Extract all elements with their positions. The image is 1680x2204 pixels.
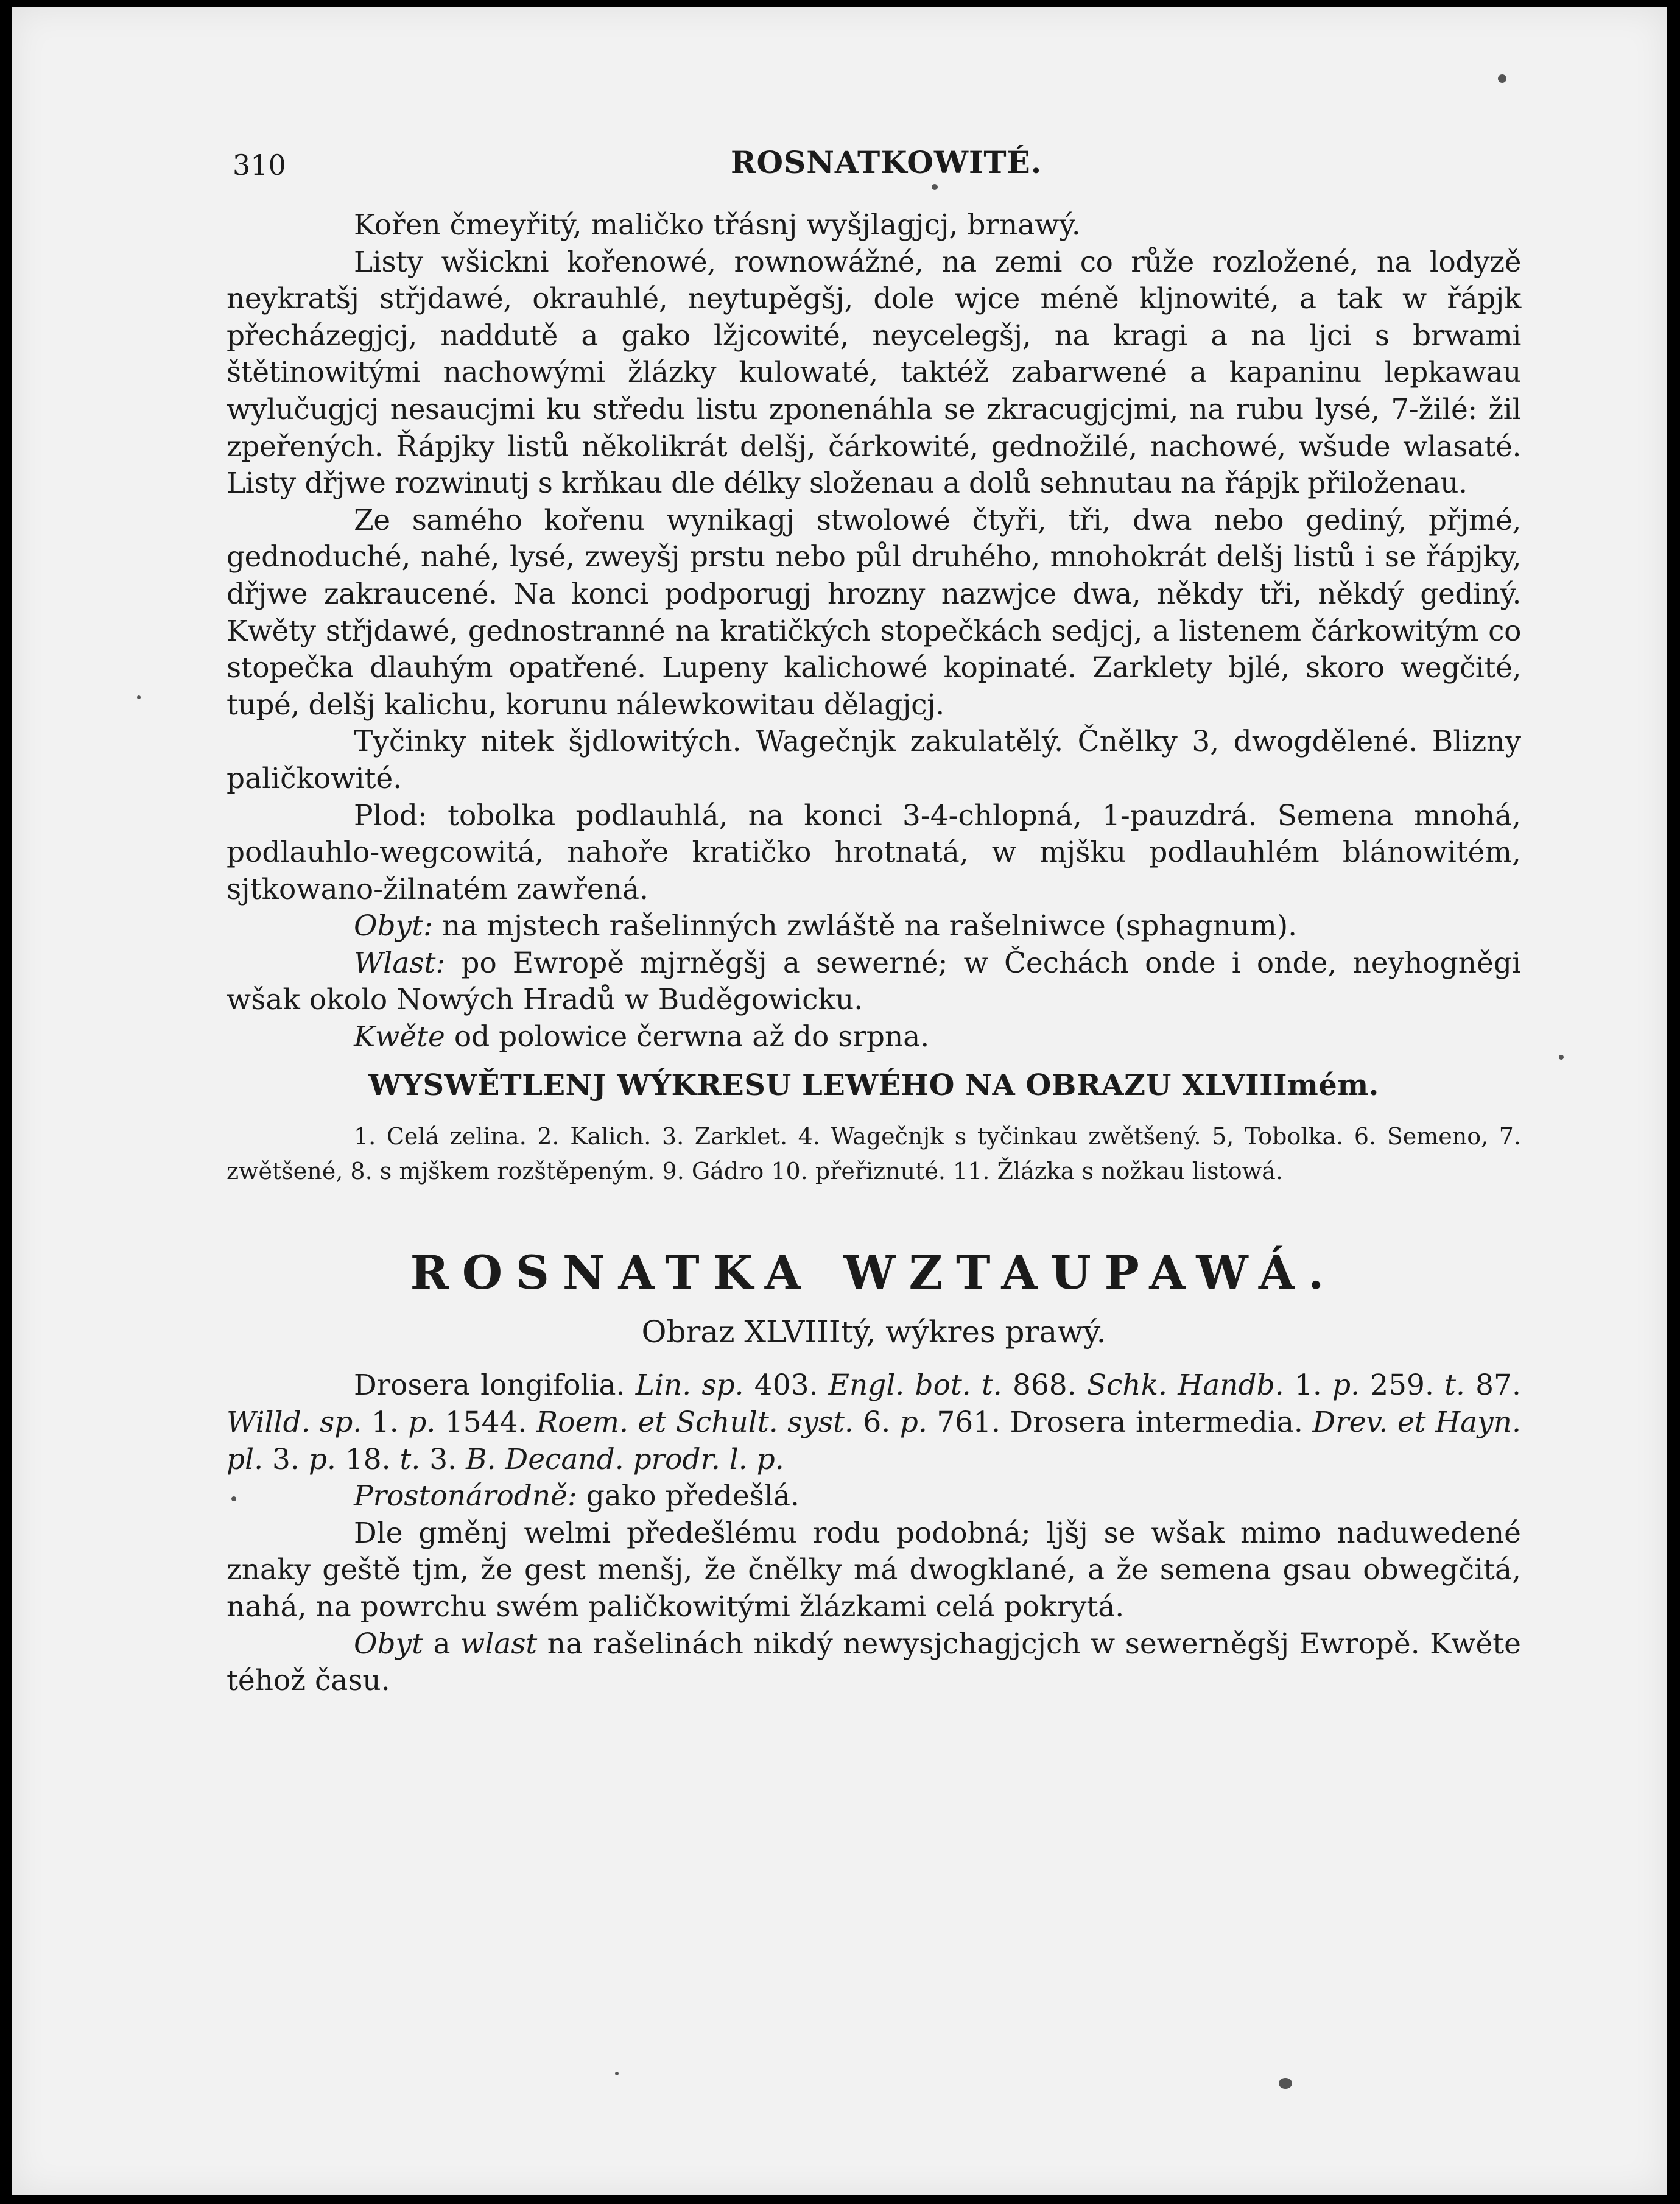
print-speck [1559, 1055, 1564, 1060]
print-speck [1498, 74, 1506, 83]
citation: Decand. prodr. l. p. [505, 1442, 784, 1476]
citation: 87. [1475, 1368, 1521, 1403]
citation: p. [308, 1442, 336, 1476]
citation: 868. [1013, 1368, 1077, 1403]
citation: t. [1444, 1368, 1465, 1403]
citation: 1. [1294, 1368, 1322, 1403]
paragraph-flowering [227, 1019, 1521, 1056]
habitat-label-2: Obyt [354, 1627, 424, 1661]
citation: 6. [863, 1406, 891, 1440]
paragraph-root: Kořen čmeyřitý, maličko třásnj wyšjlagjcj, brnawý. [354, 208, 1081, 242]
running-title: ROSNATKOWITÉ. [731, 144, 1042, 180]
distribution-text: po Ewropě mjrněgšj a sewerné; w Čechách onde i onde, neyhogněgi wšak okolo Nowých Hradů w Buděgowicku. [227, 946, 1521, 1017]
citation: p. [408, 1406, 436, 1440]
paragraph-stamens: Tyčinky nitek šjdlowitých. Wagečnjk zakulatělý. Čnělky 3, dwogdělené. Blizny paličkowité. [227, 725, 1521, 795]
distribution-label-2: wlast [460, 1627, 538, 1661]
print-speck [932, 184, 938, 190]
plate-reference: Obraz XLVIIItý, wýkres prawý. [641, 1314, 1106, 1350]
citation: Schk. Handb. [1086, 1368, 1284, 1403]
citation: p. [899, 1406, 927, 1440]
habitat-text-2: na rašelinách nikdý newysjchagjcjch w sewerněgšj Ewropě. Kwěte téhož času. [227, 1627, 1521, 1698]
print-speck [615, 2072, 619, 2075]
citation: 761. [937, 1406, 1000, 1440]
synonym-name: Drosera longifolia. [354, 1368, 625, 1403]
print-speck [231, 1496, 236, 1501]
paragraph-description: Dle gměnj welmi předešlému rodu podobná; ljšj se wšak mimo naduwedené znaky geště tjm, že gest menšj, že čnělky má dwogklané, a že semena gsau obwegčitá, nahá, na powrchu swém paličkowitými žlázkami celá pokrytá. [227, 1516, 1521, 1624]
figure-explanation-heading: WYSWĚTLENJ WÝKRESU LEWÉHO NA OBRAZU XLVIIImém. [368, 1068, 1379, 1102]
vernacular-text: gako předešlá. [586, 1479, 800, 1513]
paragraph-habitat-2 [227, 1626, 1521, 1700]
citation: B. [466, 1442, 496, 1476]
page-number: 310 [233, 149, 286, 181]
habitat-conj: a [433, 1627, 451, 1661]
paragraph-fruit: Plod: tobolka podlauhlá, na konci 3-4-chlopná, 1-pauzdrá. Semena mnohá, podlauhlo-wegcowitá, nahoře kratičko hrotnatá, w mjšku podlauhlém blánowitém, sjtkowano-žilnatém zawřená. [227, 798, 1521, 906]
print-speck [137, 695, 141, 699]
citation: 18. [345, 1442, 391, 1476]
citation: 259. [1370, 1368, 1434, 1403]
flowering-text: od polowice čerwna až do srpna. [454, 1020, 930, 1054]
figure-list: 1. Celá zelina. 2. Kalich. 3. Zarklet. 4. Wagečnjk s tyčinkau zwětšený. 5, Tobolka. 6. Semeno, 7. zwětšené, 8. s mjškem rozštěpeným. 9. Gádro 10. přeřiznuté. 11. Žlázka s nožkau listowá. [227, 1123, 1521, 1185]
paragraph-synonyms [227, 1367, 1521, 1478]
paragraph-leaves: Listy wšickni kořenowé, rownowážné, na zemi co růže rozložené, na lodyzě neykratšj střjdawé, okrauhlé, neytupěgšj, dole wjce méně kljnowité, a tak w řápjk přecházegjcj, naddutě a gako lžjcowité, neycelegšj, na kragi a na ljci s brwami štětinowitými nachowými žlázky kulowaté, taktéž zabarwené a kapaninu lepkawau wylučugjcj nesaucjmi ku středu listu zponenáhla se zkracugjcjmi, na rubu lysé, 7-žilé: žil zpeřených. Řápjky listů několikrát delšj, čárkowité, gednožilé, nachowé, wšude wlasaté. Listy dřjwe rozwinutj s krňkau dle délky složenau a dolů sehnutau na řápjk přiloženau. [227, 245, 1521, 501]
paragraph-vernacular [227, 1478, 1521, 1515]
synonym-name: Drosera intermedia. [1010, 1406, 1303, 1440]
citation: Roem. et Schult. syst. [536, 1406, 854, 1440]
paragraph-distribution [227, 945, 1521, 1019]
species-title: ROSNATKA WZTAUPAWÁ. [410, 1245, 1338, 1300]
distribution-label: Wlast: [354, 946, 446, 980]
citation: 3. [272, 1442, 300, 1476]
citation: 1. [371, 1406, 399, 1440]
citation: 403. [754, 1368, 818, 1403]
citation: 3. [429, 1442, 457, 1476]
vernacular-label: Prostonárodně: [354, 1479, 577, 1513]
citation: Engl. bot. t. [828, 1368, 1002, 1403]
book-page [12, 7, 1667, 2195]
citation: p. [1332, 1368, 1360, 1403]
habitat-text: na mjstech rašelinných zwláště na rašelniwce (sphagnum). [441, 909, 1298, 943]
paragraph-habitat [227, 908, 1521, 945]
citation: Willd. sp. [227, 1406, 362, 1440]
paragraph-stems-flowers: Ze samého kořenu wynikagj stwolowé čtyři, tři, dwa nebo gediný, přjmé, gednoduché, nahé, lysé, zweyšj prstu nebo půl druhého, mnohokrát delšj listů i se řápjky, dřjwe zakraucené. Na konci podporugj hrozny nazwjce dwa, někdy tři, někdý gediný. Kwěty střjdawé, gednostranné na kratičkých stopečkách sedjcj, a listenem čárkowitým co stopečka dlauhým opatřené. Lupeny kalichowé kopinaté. Zarklety bjlé, skoro wegčité, tupé, delšj kalichu, korunu nálewkowitau dělagjcj. [227, 503, 1521, 722]
print-speck [1279, 2078, 1292, 2089]
flowering-label: Kwěte [354, 1020, 445, 1054]
citation: Drev. et Hayn. pl. [227, 1406, 1521, 1476]
habitat-label: Obyt: [354, 909, 433, 943]
citation: Lin. sp. [635, 1368, 744, 1403]
citation: 1544. [445, 1406, 527, 1440]
page-body [227, 207, 1521, 1700]
citation: t. [399, 1442, 421, 1476]
